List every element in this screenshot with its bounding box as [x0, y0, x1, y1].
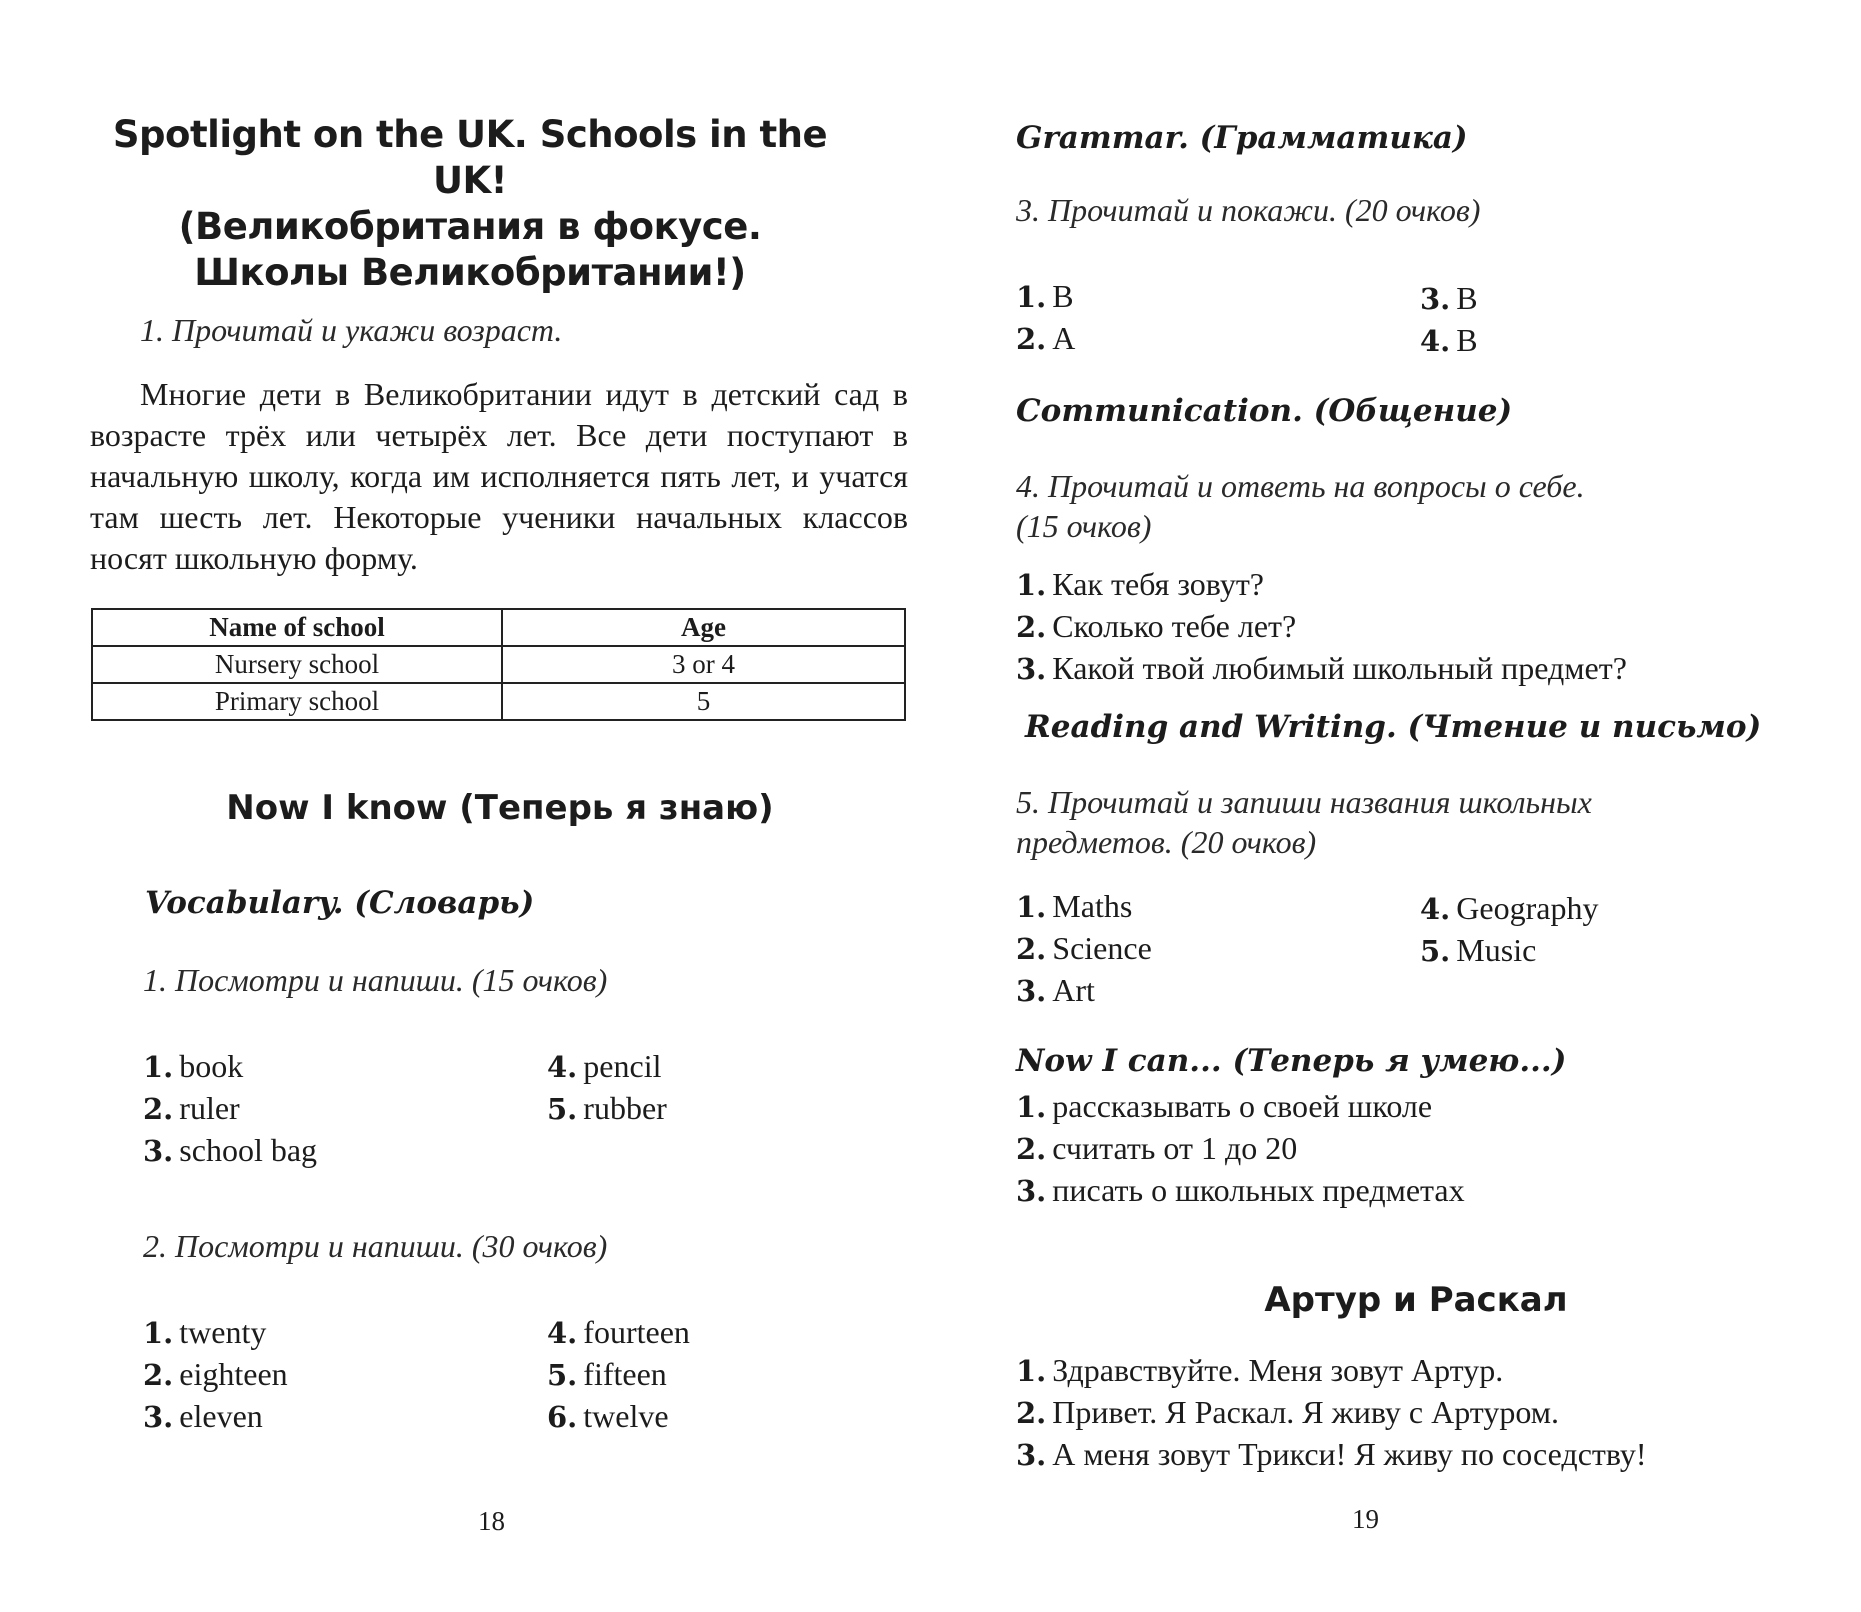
title-line-2: (Великобритания в фокусе.	[178, 205, 762, 248]
page-title	[90, 112, 850, 296]
reading-task	[1016, 782, 1592, 862]
vocab-task-1: 1. Посмотри и напиши. (15 очков)	[143, 962, 608, 998]
list-item: 2. ruler	[143, 1090, 240, 1126]
grammar-heading: Grammar. (Грамматика)	[1016, 120, 1468, 156]
age-table	[91, 608, 906, 721]
table-cell: 5	[502, 683, 905, 720]
grammar-answers-col-1	[1016, 276, 1075, 360]
story-list	[1016, 1350, 1647, 1476]
list-item: 1. Как тебя зовут?	[1016, 566, 1264, 602]
list-item: 4. fourteen	[547, 1314, 690, 1350]
task-line: (15 очков)	[1016, 508, 1152, 544]
list-item: 6. twelve	[547, 1398, 669, 1434]
subjects-col-2	[1420, 888, 1598, 972]
list-item: 3. писать о школьных предметах	[1016, 1172, 1465, 1208]
communication-questions	[1016, 564, 1627, 690]
vocab-list-1-col-2	[547, 1046, 667, 1130]
task-line: 5. Прочитай и запиши названия школьных	[1016, 784, 1592, 820]
table-cell: Nursery school	[92, 646, 502, 683]
grammar-task: 3. Прочитай и покажи. (20 очков)	[1016, 192, 1481, 228]
list-item: 4. B	[1420, 322, 1478, 358]
table-header: Age	[502, 609, 905, 646]
page-number: 18	[478, 1506, 505, 1536]
page-number: 19	[1352, 1504, 1379, 1534]
subjects-col-1	[1016, 886, 1152, 1012]
list-item: 3. eleven	[143, 1398, 263, 1434]
list-item: 5. fifteen	[547, 1356, 667, 1392]
list-item: 5. Music	[1420, 932, 1537, 968]
list-item: 1. B	[1016, 278, 1074, 314]
now-i-know-heading: Now I know (Теперь я знаю)	[226, 788, 774, 828]
grammar-answers-col-2	[1420, 278, 1478, 362]
list-item: 2. eighteen	[143, 1356, 288, 1392]
now-i-can-heading: Now I can... (Теперь я умею...)	[1016, 1043, 1567, 1079]
table-header-row	[92, 609, 905, 646]
table-cell: Primary school	[92, 683, 502, 720]
list-item: 3. А меня зовут Трикси! Я живу по соседству!	[1016, 1436, 1647, 1472]
vocab-task-2: 2. Посмотри и напиши. (30 очков)	[143, 1228, 608, 1264]
list-item: 3. Art	[1016, 972, 1095, 1008]
vocabulary-heading: Vocabulary. (Словарь)	[145, 885, 535, 921]
list-item: 1. book	[143, 1048, 244, 1084]
list-item: 3. B	[1420, 280, 1478, 316]
vocab-list-2-col-2	[547, 1312, 690, 1438]
list-item: 1. twenty	[143, 1314, 267, 1350]
list-item: 3. school bag	[143, 1132, 318, 1168]
title-line-3: Школы Великобритании!)	[194, 251, 746, 294]
list-item: 2. считать от 1 до 20	[1016, 1130, 1298, 1166]
left-page	[0, 0, 930, 1612]
list-item: 2. Science	[1016, 930, 1152, 966]
communication-heading: Communication. (Общение)	[1016, 393, 1513, 429]
vocab-list-2-col-1	[143, 1312, 288, 1438]
now-i-can-list	[1016, 1086, 1465, 1212]
intro-paragraph: Многие дети в Великобритании идут в детский сад в возрасте трёх или четырёх лет. Все дети поступают в начальную школу, когда им исполняется пять лет, и учатся там шесть лет. Некоторые ученики начальных классов носят школьную форму.	[90, 376, 908, 576]
list-item: 2. Сколько тебе лет?	[1016, 608, 1297, 644]
title-line-1: Spotlight on the UK. Schools in the UK!	[112, 113, 828, 202]
task-line: предметов. (20 очков)	[1016, 824, 1317, 860]
list-item: 1. Maths	[1016, 888, 1133, 924]
table-cell: 3 or 4	[502, 646, 905, 683]
list-item: 1. рассказывать о своей школе	[1016, 1088, 1433, 1124]
table-row	[92, 646, 905, 683]
list-item: 1. Здравствуйте. Меня зовут Артур.	[1016, 1352, 1504, 1388]
list-item: 4. Geography	[1420, 890, 1599, 926]
vocab-list-1-col-1	[143, 1046, 317, 1172]
task-line: 4. Прочитай и ответь на вопросы о себе.	[1016, 468, 1585, 504]
story-title: Артур и Раскал	[1264, 1280, 1568, 1320]
reading-writing-heading: Reading and Writing. (Чтение и письмо)	[1025, 709, 1762, 745]
table-header: Name of school	[92, 609, 502, 646]
list-item: 2. Привет. Я Раскал. Я живу с Артуром.	[1016, 1394, 1559, 1430]
list-item: 3. Какой твой любимый школьный предмет?	[1016, 650, 1627, 686]
task-1-heading: 1. Прочитай и укажи возраст.	[140, 312, 563, 348]
table-row	[92, 683, 905, 720]
list-item: 2. A	[1016, 320, 1076, 356]
right-page	[930, 0, 1861, 1612]
list-item: 5. rubber	[547, 1090, 667, 1126]
communication-task	[1016, 466, 1585, 546]
list-item: 4. pencil	[547, 1048, 662, 1084]
